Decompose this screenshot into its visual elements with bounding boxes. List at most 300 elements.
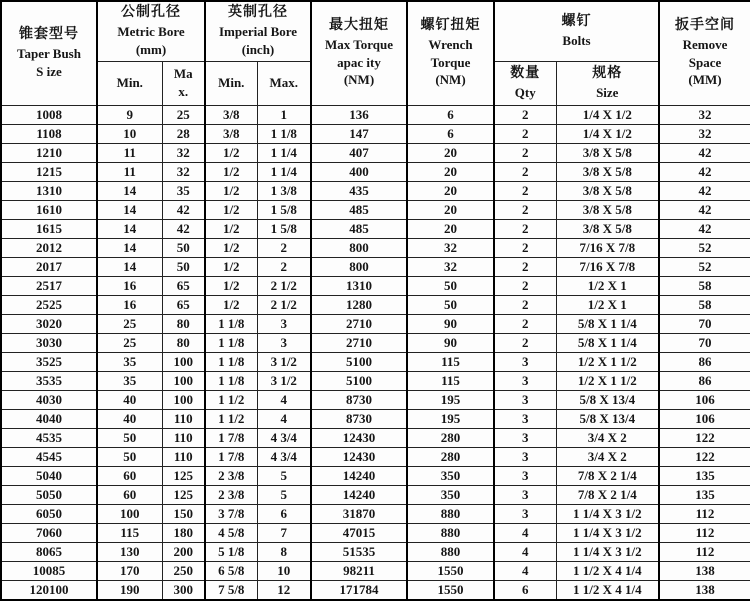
header-line: Ma	[173, 66, 193, 82]
cell-bolts-size: 1/2 X 1 1/2	[556, 352, 659, 371]
cell-taper-bush-size: 5050	[1, 485, 97, 504]
header-line: Bolts	[562, 32, 591, 48]
cell-imperial-max: 2	[257, 257, 311, 276]
cell-metric-max: 180	[162, 523, 205, 542]
table-row	[1, 352, 750, 371]
cell-metric-min: 60	[97, 466, 162, 485]
cell-bolts-qty: 2	[494, 181, 556, 200]
cell-bolts-qty: 4	[494, 561, 556, 580]
col-header-wrench-torque	[407, 1, 494, 105]
cell-imperial-max: 1 1/4	[257, 162, 311, 181]
table-row	[1, 542, 750, 561]
cell-metric-max: 110	[162, 447, 205, 466]
cell-taper-bush-size: 4545	[1, 447, 97, 466]
cell-bolts-size: 3/8 X 5/8	[556, 181, 659, 200]
cell-max-torque: 51535	[311, 542, 407, 561]
table-row	[1, 200, 750, 219]
cell-metric-min: 60	[97, 485, 162, 504]
cell-bolts-qty: 3	[494, 371, 556, 390]
cell-metric-min: 11	[97, 143, 162, 162]
cell-imperial-max: 5	[257, 485, 311, 504]
cell-wrench-torque: 20	[407, 143, 494, 162]
table-row	[1, 257, 750, 276]
cell-imperial-max: 6	[257, 504, 311, 523]
cell-max-torque: 14240	[311, 466, 407, 485]
cell-max-torque: 12430	[311, 447, 407, 466]
cell-bolts-qty: 6	[494, 580, 556, 600]
cell-metric-max: 32	[162, 162, 205, 181]
cell-imperial-min: 1/2	[205, 238, 257, 257]
cell-bolts-size: 1/2 X 1 1/2	[556, 371, 659, 390]
cell-wrench-torque: 880	[407, 542, 494, 561]
cell-imperial-max: 2 1/2	[257, 276, 311, 295]
col-header-bolts-size	[556, 61, 659, 105]
header-line: apac ity	[337, 54, 381, 70]
cell-bolts-size: 1/4 X 1/2	[556, 124, 659, 143]
cell-wrench-torque: 115	[407, 352, 494, 371]
col-header-remove-space	[659, 1, 750, 105]
cell-bolts-qty: 2	[494, 314, 556, 333]
cell-metric-max: 125	[162, 466, 205, 485]
cell-imperial-max: 3 1/2	[257, 371, 311, 390]
cell-remove-space: 112	[659, 523, 750, 542]
cell-imperial-max: 2 1/2	[257, 295, 311, 314]
cell-metric-max: 28	[162, 124, 205, 143]
cell-bolts-size: 5/8 X 13/4	[556, 390, 659, 409]
cell-metric-min: 10	[97, 124, 162, 143]
cell-wrench-torque: 1550	[407, 580, 494, 600]
cell-metric-min: 14	[97, 238, 162, 257]
cell-bolts-qty: 4	[494, 542, 556, 561]
cell-wrench-torque: 50	[407, 295, 494, 314]
cell-remove-space: 106	[659, 390, 750, 409]
cell-wrench-torque: 32	[407, 238, 494, 257]
table-row	[1, 447, 750, 466]
cell-metric-max: 50	[162, 257, 205, 276]
table-row	[1, 428, 750, 447]
header-line: (inch)	[241, 41, 275, 57]
cell-max-torque: 98211	[311, 561, 407, 580]
cell-metric-min: 115	[97, 523, 162, 542]
cell-imperial-max: 2	[257, 238, 311, 257]
cell-metric-max: 65	[162, 276, 205, 295]
cell-imperial-max: 4 3/4	[257, 428, 311, 447]
cell-imperial-min: 1 1/2	[205, 390, 257, 409]
header-line: (mm)	[135, 41, 167, 57]
cell-imperial-min: 1 7/8	[205, 428, 257, 447]
cell-imperial-max: 8	[257, 542, 311, 561]
cell-bolts-qty: 2	[494, 200, 556, 219]
cell-bolts-qty: 2	[494, 295, 556, 314]
col-header-taper-bush-size	[1, 1, 97, 105]
cell-max-torque: 14240	[311, 485, 407, 504]
cell-bolts-size: 3/4 X 2	[556, 447, 659, 466]
header-line: 数量	[510, 65, 541, 81]
cell-max-torque: 485	[311, 200, 407, 219]
cell-imperial-max: 1 5/8	[257, 200, 311, 219]
header-line: 螺钉扭矩	[420, 18, 481, 34]
cell-bolts-size: 1/2 X 1	[556, 295, 659, 314]
cell-remove-space: 86	[659, 352, 750, 371]
cell-bolts-size: 1 1/4 X 3 1/2	[556, 523, 659, 542]
cell-wrench-torque: 350	[407, 466, 494, 485]
cell-imperial-max: 5	[257, 466, 311, 485]
cell-bolts-qty: 3	[494, 390, 556, 409]
cell-bolts-qty: 3	[494, 485, 556, 504]
cell-wrench-torque: 350	[407, 485, 494, 504]
cell-imperial-min: 1 1/8	[205, 371, 257, 390]
cell-imperial-min: 1/2	[205, 181, 257, 200]
header-group-row	[1, 1, 750, 61]
cell-remove-space: 32	[659, 124, 750, 143]
cell-imperial-max: 3	[257, 314, 311, 333]
cell-metric-max: 42	[162, 200, 205, 219]
cell-imperial-min: 1/2	[205, 219, 257, 238]
cell-imperial-min: 1/2	[205, 200, 257, 219]
cell-bolts-qty: 3	[494, 409, 556, 428]
cell-bolts-size: 1 1/2 X 4 1/4	[556, 580, 659, 600]
cell-imperial-min: 1 1/8	[205, 314, 257, 333]
cell-remove-space: 112	[659, 504, 750, 523]
header-line: Torque	[430, 54, 471, 70]
cell-metric-min: 14	[97, 257, 162, 276]
cell-remove-space: 58	[659, 295, 750, 314]
cell-taper-bush-size: 8065	[1, 542, 97, 561]
cell-max-torque: 2710	[311, 333, 407, 352]
col-header-metric-bore	[97, 1, 205, 61]
cell-wrench-torque: 20	[407, 219, 494, 238]
cell-remove-space: 32	[659, 105, 750, 124]
cell-bolts-size: 7/8 X 2 1/4	[556, 485, 659, 504]
cell-imperial-max: 4 3/4	[257, 447, 311, 466]
cell-imperial-min: 1 1/8	[205, 333, 257, 352]
cell-taper-bush-size: 10085	[1, 561, 97, 580]
cell-max-torque: 47015	[311, 523, 407, 542]
cell-metric-max: 65	[162, 295, 205, 314]
cell-imperial-min: 5 1/8	[205, 542, 257, 561]
cell-taper-bush-size: 4030	[1, 390, 97, 409]
cell-max-torque: 2710	[311, 314, 407, 333]
cell-bolts-qty: 4	[494, 523, 556, 542]
cell-imperial-min: 1/2	[205, 276, 257, 295]
cell-remove-space: 138	[659, 580, 750, 600]
cell-max-torque: 5100	[311, 352, 407, 371]
table-row	[1, 219, 750, 238]
table-row	[1, 523, 750, 542]
cell-wrench-torque: 90	[407, 333, 494, 352]
cell-taper-bush-size: 1215	[1, 162, 97, 181]
cell-remove-space: 70	[659, 314, 750, 333]
cell-metric-max: 32	[162, 143, 205, 162]
cell-bolts-size: 5/8 X 1 1/4	[556, 333, 659, 352]
cell-metric-max: 200	[162, 542, 205, 561]
cell-imperial-min: 2 3/8	[205, 466, 257, 485]
cell-metric-max: 110	[162, 409, 205, 428]
cell-metric-min: 35	[97, 352, 162, 371]
cell-max-torque: 400	[311, 162, 407, 181]
cell-metric-min: 35	[97, 371, 162, 390]
cell-remove-space: 122	[659, 447, 750, 466]
cell-max-torque: 800	[311, 257, 407, 276]
header-line: (MM)	[688, 72, 722, 88]
cell-wrench-torque: 115	[407, 371, 494, 390]
cell-metric-min: 14	[97, 219, 162, 238]
cell-imperial-min: 1 7/8	[205, 447, 257, 466]
header-line: Imperial Bore	[218, 24, 298, 40]
cell-imperial-max: 7	[257, 523, 311, 542]
cell-metric-min: 170	[97, 561, 162, 580]
cell-bolts-size: 3/8 X 5/8	[556, 200, 659, 219]
cell-remove-space: 42	[659, 143, 750, 162]
cell-metric-min: 9	[97, 105, 162, 124]
cell-wrench-torque: 20	[407, 162, 494, 181]
table-header	[1, 1, 750, 105]
cell-imperial-min: 1/2	[205, 295, 257, 314]
cell-imperial-max: 12	[257, 580, 311, 600]
header-line: 扳手空间	[675, 18, 736, 34]
cell-metric-max: 35	[162, 181, 205, 200]
cell-metric-max: 125	[162, 485, 205, 504]
cell-bolts-size: 1/4 X 1/2	[556, 105, 659, 124]
table-row	[1, 143, 750, 162]
header-line: 最大扭矩	[329, 18, 390, 34]
cell-remove-space: 135	[659, 466, 750, 485]
cell-imperial-min: 3/8	[205, 124, 257, 143]
cell-remove-space: 42	[659, 200, 750, 219]
cell-bolts-size: 3/4 X 2	[556, 428, 659, 447]
cell-metric-min: 100	[97, 504, 162, 523]
cell-max-torque: 12430	[311, 428, 407, 447]
header-line: 规格	[592, 65, 623, 81]
cell-bolts-qty: 3	[494, 447, 556, 466]
cell-taper-bush-size: 2517	[1, 276, 97, 295]
cell-wrench-torque: 1550	[407, 561, 494, 580]
cell-wrench-torque: 20	[407, 200, 494, 219]
cell-bolts-size: 7/16 X 7/8	[556, 257, 659, 276]
table-row	[1, 504, 750, 523]
cell-wrench-torque: 6	[407, 105, 494, 124]
cell-metric-max: 50	[162, 238, 205, 257]
cell-bolts-qty: 2	[494, 143, 556, 162]
cell-metric-min: 40	[97, 390, 162, 409]
table-row	[1, 105, 750, 124]
table-row	[1, 276, 750, 295]
cell-metric-min: 25	[97, 333, 162, 352]
cell-metric-min: 50	[97, 447, 162, 466]
cell-max-torque: 485	[311, 219, 407, 238]
cell-imperial-min: 1/2	[205, 257, 257, 276]
cell-imperial-max: 1	[257, 105, 311, 124]
cell-bolts-size: 5/8 X 1 1/4	[556, 314, 659, 333]
cell-imperial-max: 1 3/8	[257, 181, 311, 200]
cell-taper-bush-size: 120100	[1, 580, 97, 600]
cell-imperial-max: 1 1/8	[257, 124, 311, 143]
header-line: Max.	[269, 75, 299, 91]
cell-bolts-size: 3/8 X 5/8	[556, 143, 659, 162]
table-row	[1, 409, 750, 428]
cell-imperial-min: 1 1/8	[205, 352, 257, 371]
cell-metric-max: 80	[162, 333, 205, 352]
header-line: (NM)	[343, 72, 375, 88]
cell-bolts-size: 1 1/4 X 3 1/2	[556, 504, 659, 523]
cell-bolts-qty: 3	[494, 352, 556, 371]
cell-remove-space: 86	[659, 371, 750, 390]
cell-max-torque: 31870	[311, 504, 407, 523]
header-line: x.	[178, 84, 189, 99]
table-row	[1, 181, 750, 200]
cell-imperial-min: 1/2	[205, 162, 257, 181]
col-header-metric-max	[162, 61, 205, 105]
table-row	[1, 561, 750, 580]
cell-bolts-qty: 2	[494, 219, 556, 238]
cell-bolts-size: 3/8 X 5/8	[556, 162, 659, 181]
cell-taper-bush-size: 3030	[1, 333, 97, 352]
table-row	[1, 466, 750, 485]
cell-metric-min: 190	[97, 580, 162, 600]
cell-taper-bush-size: 1108	[1, 124, 97, 143]
cell-imperial-max: 4	[257, 390, 311, 409]
header-line: 螺钉	[561, 14, 592, 30]
cell-taper-bush-size: 1615	[1, 219, 97, 238]
table-body	[1, 105, 750, 600]
table-row	[1, 333, 750, 352]
table-row	[1, 295, 750, 314]
cell-bolts-qty: 3	[494, 428, 556, 447]
table-row	[1, 580, 750, 600]
cell-metric-min: 40	[97, 409, 162, 428]
cell-imperial-min: 6 5/8	[205, 561, 257, 580]
cell-bolts-size: 7/16 X 7/8	[556, 238, 659, 257]
cell-wrench-torque: 195	[407, 409, 494, 428]
header-line: 英制孔径	[228, 5, 288, 21]
cell-bolts-qty: 2	[494, 238, 556, 257]
cell-imperial-min: 1 1/2	[205, 409, 257, 428]
cell-max-torque: 5100	[311, 371, 407, 390]
cell-max-torque: 147	[311, 124, 407, 143]
header-line: Metric Bore	[117, 24, 185, 40]
col-header-imperial-max	[257, 61, 311, 105]
cell-wrench-torque: 280	[407, 447, 494, 466]
cell-imperial-max: 10	[257, 561, 311, 580]
cell-metric-max: 25	[162, 105, 205, 124]
cell-imperial-min: 1/2	[205, 143, 257, 162]
cell-imperial-min: 3/8	[205, 105, 257, 124]
cell-taper-bush-size: 6050	[1, 504, 97, 523]
table-row	[1, 162, 750, 181]
cell-wrench-torque: 880	[407, 504, 494, 523]
cell-bolts-size: 1 1/2 X 4 1/4	[556, 561, 659, 580]
cell-taper-bush-size: 2017	[1, 257, 97, 276]
cell-bolts-qty: 2	[494, 257, 556, 276]
cell-wrench-torque: 6	[407, 124, 494, 143]
cell-remove-space: 52	[659, 257, 750, 276]
cell-imperial-min: 3 7/8	[205, 504, 257, 523]
cell-bolts-size: 3/8 X 5/8	[556, 219, 659, 238]
cell-max-torque: 171784	[311, 580, 407, 600]
cell-wrench-torque: 20	[407, 181, 494, 200]
header-line: Taper Bush	[17, 46, 81, 62]
cell-metric-min: 16	[97, 295, 162, 314]
header-line: 公制孔径	[121, 5, 181, 21]
cell-remove-space: 112	[659, 542, 750, 561]
col-header-metric-min	[97, 61, 162, 105]
cell-metric-max: 110	[162, 428, 205, 447]
cell-max-torque: 407	[311, 143, 407, 162]
header-line: Min.	[218, 75, 245, 91]
cell-max-torque: 800	[311, 238, 407, 257]
header-line: (NM)	[435, 72, 466, 88]
cell-metric-max: 150	[162, 504, 205, 523]
cell-remove-space: 106	[659, 409, 750, 428]
col-header-max-torque	[311, 1, 407, 105]
cell-imperial-max: 3 1/2	[257, 352, 311, 371]
table-row	[1, 238, 750, 257]
cell-metric-max: 100	[162, 371, 205, 390]
cell-metric-max: 42	[162, 219, 205, 238]
cell-bolts-qty: 2	[494, 276, 556, 295]
table-row	[1, 390, 750, 409]
cell-metric-max: 300	[162, 580, 205, 600]
cell-bolts-qty: 3	[494, 466, 556, 485]
header-line: Remove	[682, 37, 728, 53]
cell-taper-bush-size: 4040	[1, 409, 97, 428]
cell-taper-bush-size: 4535	[1, 428, 97, 447]
cell-imperial-max: 1 1/4	[257, 143, 311, 162]
col-header-imperial-min	[205, 61, 257, 105]
table-row	[1, 124, 750, 143]
col-header-bolts	[494, 1, 659, 61]
cell-taper-bush-size: 3020	[1, 314, 97, 333]
cell-wrench-torque: 880	[407, 523, 494, 542]
cell-imperial-min: 7 5/8	[205, 580, 257, 600]
cell-metric-max: 80	[162, 314, 205, 333]
cell-remove-space: 42	[659, 181, 750, 200]
cell-metric-max: 100	[162, 352, 205, 371]
cell-imperial-max: 3	[257, 333, 311, 352]
cell-remove-space: 42	[659, 162, 750, 181]
header-line: Qty	[514, 84, 536, 100]
cell-remove-space: 138	[659, 561, 750, 580]
cell-metric-min: 130	[97, 542, 162, 561]
cell-metric-min: 11	[97, 162, 162, 181]
cell-imperial-max: 1 5/8	[257, 219, 311, 238]
cell-bolts-size: 1/2 X 1	[556, 276, 659, 295]
cell-taper-bush-size: 1610	[1, 200, 97, 219]
cell-metric-min: 25	[97, 314, 162, 333]
cell-metric-min: 14	[97, 200, 162, 219]
header-line: Space	[688, 54, 722, 70]
cell-max-torque: 8730	[311, 390, 407, 409]
cell-metric-min: 16	[97, 276, 162, 295]
table-row	[1, 485, 750, 504]
cell-max-torque: 435	[311, 181, 407, 200]
cell-wrench-torque: 280	[407, 428, 494, 447]
cell-wrench-torque: 195	[407, 390, 494, 409]
cell-max-torque: 136	[311, 105, 407, 124]
cell-taper-bush-size: 2525	[1, 295, 97, 314]
cell-remove-space: 42	[659, 219, 750, 238]
cell-wrench-torque: 32	[407, 257, 494, 276]
cell-max-torque: 1280	[311, 295, 407, 314]
cell-taper-bush-size: 1310	[1, 181, 97, 200]
cell-remove-space: 135	[659, 485, 750, 504]
cell-remove-space: 52	[659, 238, 750, 257]
cell-imperial-min: 4 5/8	[205, 523, 257, 542]
cell-taper-bush-size: 1008	[1, 105, 97, 124]
col-header-imperial-bore	[205, 1, 311, 61]
col-header-bolts-qty	[494, 61, 556, 105]
cell-max-torque: 8730	[311, 409, 407, 428]
